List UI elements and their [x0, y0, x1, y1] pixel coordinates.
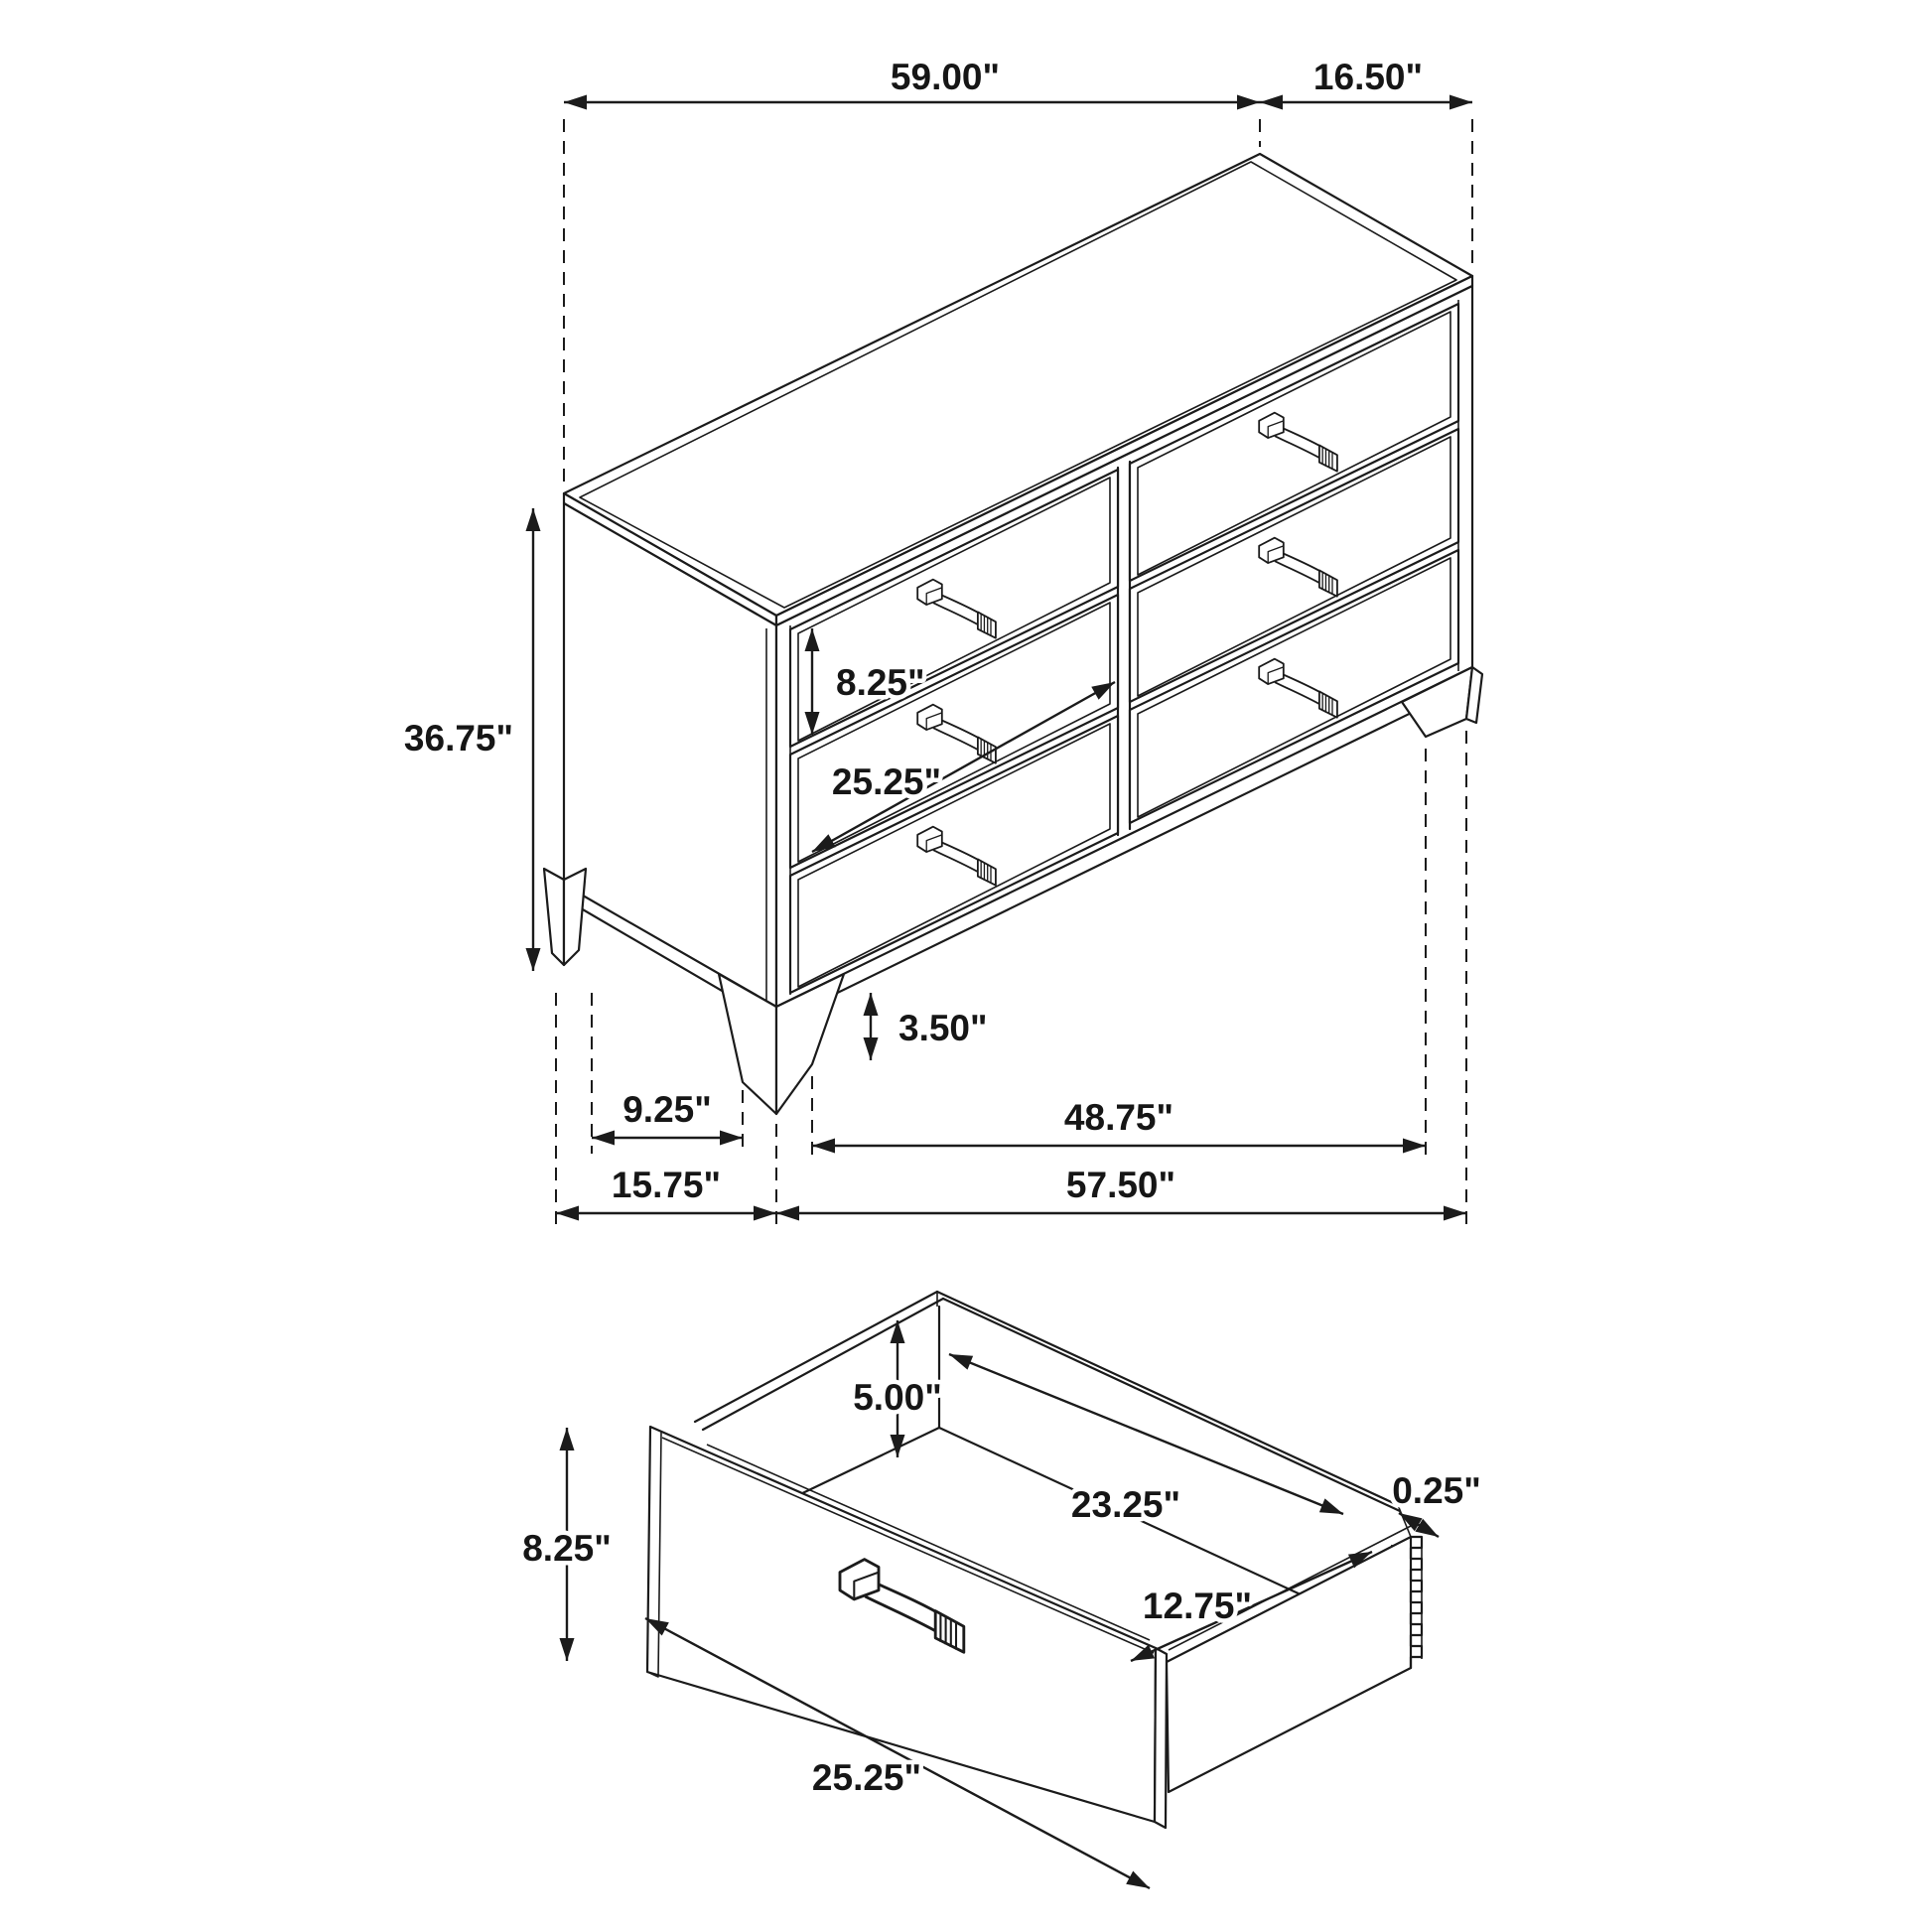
label-drawer-inner-height: 5.00": [853, 1377, 942, 1418]
label-base-depth: 15.75": [611, 1165, 722, 1205]
label-drawer-side-thickness: 0.25": [1392, 1470, 1481, 1511]
foot-back-left-a: [544, 869, 564, 965]
dresser-view: [404, 57, 1482, 1231]
inner-bottom-left-edge: [794, 1428, 939, 1497]
front-panel-right-edge: [1155, 1648, 1167, 1828]
label-foot-height: 3.50": [898, 1008, 988, 1048]
label-top-width: 59.00": [890, 57, 1001, 97]
label-drawer-front-height: 8.25": [522, 1528, 612, 1569]
label-feet-span: 48.75": [1063, 1097, 1174, 1138]
right-side-panel: [1167, 1537, 1411, 1792]
dovetail-joint-teeth: [1411, 1537, 1422, 1668]
label-drawer-inner-depth: 12.75": [1142, 1586, 1253, 1626]
label-drawer-front-height: 8.25": [836, 662, 925, 703]
foot-back-left-b: [564, 869, 586, 965]
label-drawer-front-width: 25.25": [811, 1757, 922, 1798]
label-top-depth: 16.50": [1312, 57, 1424, 97]
label-foot-spacing: 9.25": [622, 1089, 712, 1130]
label-drawer-inner-length: 23.25": [1070, 1484, 1181, 1525]
label-drawer-front-width: 25.25": [831, 761, 942, 802]
back-panel-top-edge: [937, 1292, 1400, 1511]
label-base-width: 57.50": [1065, 1165, 1176, 1205]
drawer-box-view: [522, 1292, 1481, 1888]
label-overall-height: 36.75": [403, 718, 514, 759]
dim-line-side-thickness: [1399, 1513, 1439, 1537]
